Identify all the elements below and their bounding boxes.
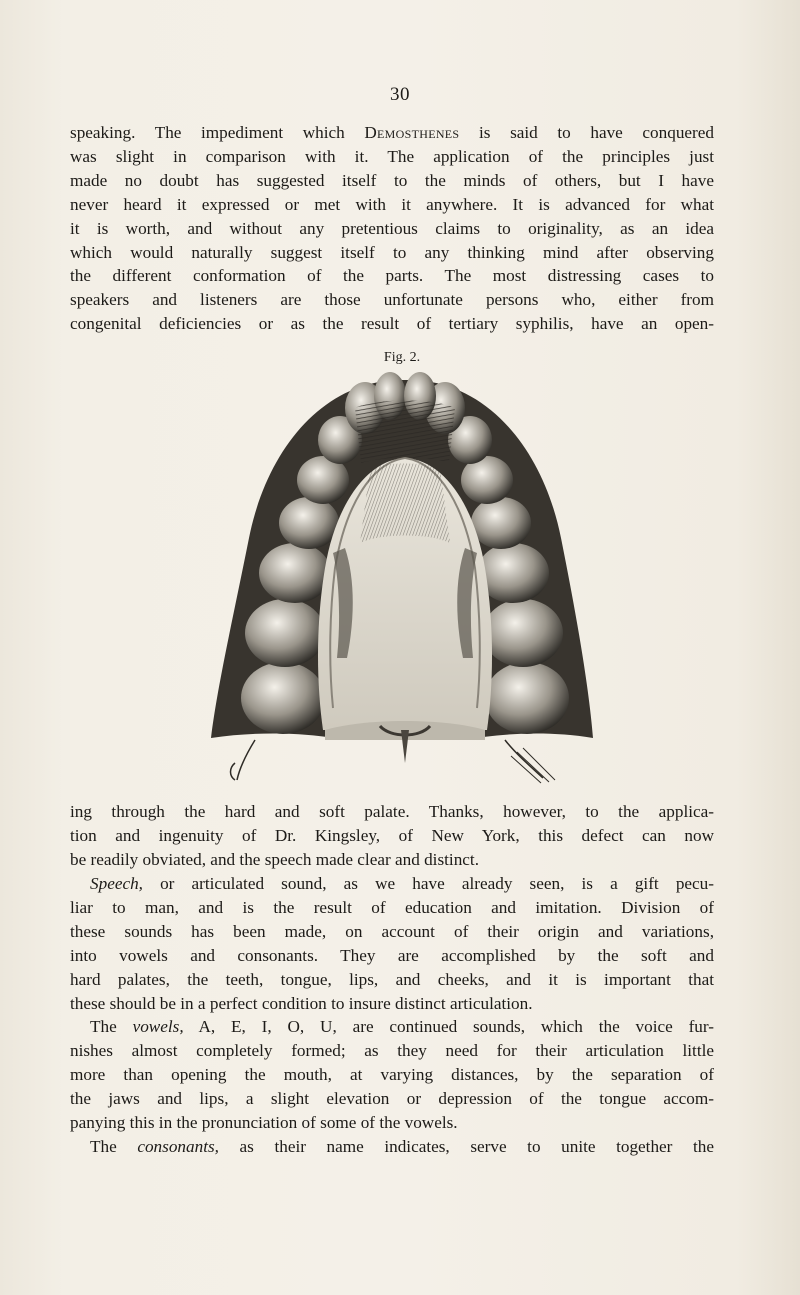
text-line: into vowels and consonants. They are accomplished by the soft and: [70, 945, 714, 965]
text-line: speakers and listeners are those unfortunate persons who, either from: [70, 290, 714, 310]
text-line: speaking. The impediment which Demosthenes is said to have conquered: [70, 123, 714, 142]
text-line: was slight in comparison with it. The application of the principles just: [70, 146, 714, 166]
text-line: liar to man, and is the result of education and imitation. Division of: [70, 897, 714, 917]
text-line: these should be in a perfect condition to insure distinct articulation.: [70, 993, 533, 1013]
palate-illustration: [205, 368, 605, 786]
text-line: made no doubt has suggested itself to the minds of others, but I have: [70, 170, 714, 190]
figure-caption: Fig. 2.: [383, 350, 421, 365]
text-line: which would naturally suggest itself to any thinking mind after observing: [70, 242, 714, 262]
text-line: nishes almost completely formed; as they need for their articulation little: [70, 1040, 714, 1060]
text-line: never heard it expressed or met with it anywhere. It is advanced for what: [70, 194, 714, 214]
text-line: the jaws and lips, a slight elevation or depression of the tongue accom-: [70, 1088, 714, 1108]
text-line: panying this in the pronunciation of some of the vowels.: [70, 1112, 458, 1132]
text-line: more than opening the mouth, at varying distances, by the separation of: [70, 1064, 714, 1084]
text-line: hard palates, the teeth, tongue, lips, and cheeks, and it is important that: [70, 969, 714, 989]
paragraph-continued: [70, 800, 714, 872]
text-line: be readily obviated, and the speech made clear and distinct.: [70, 849, 479, 869]
text-line: congenital deficiencies or as the result of tertiary syphilis, have an open-: [70, 314, 714, 334]
paragraph-vowels: [70, 1015, 714, 1135]
text-line: it is worth, and without any pretentious claims to originality, as an idea: [70, 218, 714, 238]
page-number: 30: [390, 84, 410, 105]
text-line: tion and ingenuity of Dr. Kingsley, of New York, this defect can now: [70, 825, 714, 845]
text-line: Speech, or articulated sound, as we have already seen, is a gift pecu-: [90, 874, 714, 893]
demosthenes-name: Demosthenes: [364, 123, 460, 142]
text-line: The vowels, A, E, I, O, U, are continued sounds, which the voice fur-: [90, 1017, 714, 1036]
text-line: the different conformation of the parts. The most distressing cases to: [70, 266, 714, 286]
paragraph-top: [70, 121, 714, 336]
text-line: these sounds has been made, on account of their origin and variations,: [70, 921, 714, 941]
text-line: The consonants, as their name indicates, serve to unite together the: [90, 1137, 714, 1156]
paragraph-speech: [70, 872, 714, 1015]
paragraph-consonants: [70, 1135, 714, 1159]
text-line: ing through the hard and soft palate. Thanks, however, to the applica-: [70, 802, 714, 821]
